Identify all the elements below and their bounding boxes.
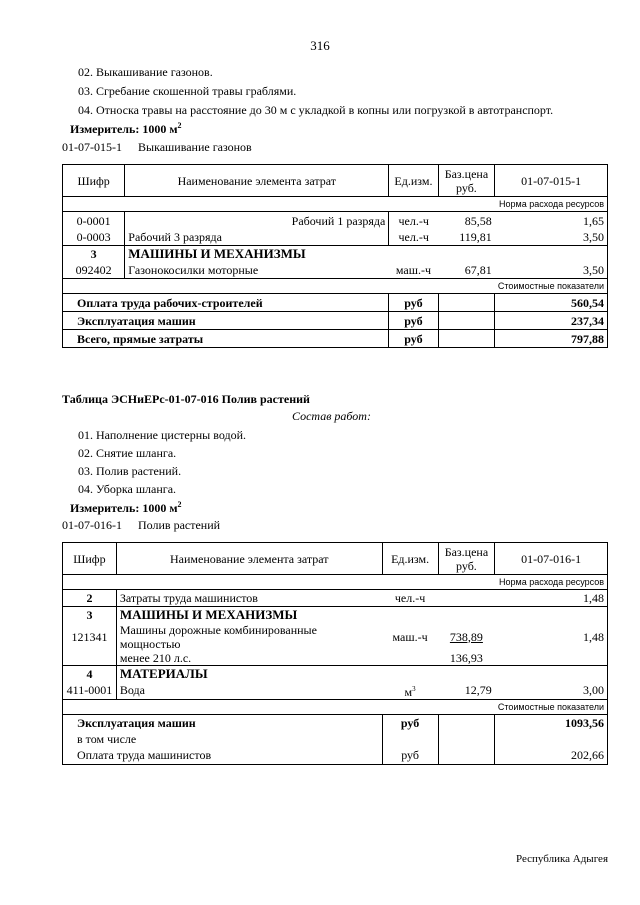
table-cell-norm: 3,50 — [495, 230, 608, 246]
section-title: МАШИНЫ И МЕХАНИЗМЫ — [119, 606, 298, 622]
table-cell-unit: маш.-ч — [389, 262, 438, 279]
table-cell-name: Вода — [116, 682, 382, 700]
total-value: 560,54 — [495, 294, 608, 312]
total-unit: руб — [389, 294, 438, 312]
total-unit: руб — [389, 312, 438, 330]
col-header-name: Наименование элемента затрат — [116, 543, 382, 575]
total-value: 202,66 — [495, 747, 608, 764]
section-code: 4 — [63, 666, 117, 682]
table-cell-code: 411-0001 — [63, 682, 117, 700]
col-header-code: Шифр — [63, 543, 117, 575]
total-label: в том числе — [63, 731, 383, 747]
table-cell-norm: 1,65 — [495, 212, 608, 230]
table-cell-price: 119,81 — [438, 230, 495, 246]
step-line: 04. Уборка шланга. — [78, 482, 177, 496]
table-cell-price: 85,58 — [464, 213, 492, 228]
subheader-cost: Стоимостные показатели — [495, 279, 608, 294]
total-value: 237,34 — [495, 312, 608, 330]
page-footer: Республика Адыгея — [516, 853, 609, 865]
total-label: Всего, прямые затраты — [63, 330, 389, 348]
measure-label: Измеритель: 1000 $м^2$ — [70, 121, 182, 136]
table-cell-name: Машины дорожные комбинированные мощностью — [119, 622, 317, 651]
col-header-price: Баз.цена руб. — [438, 165, 495, 197]
col-header-unit: Ед.изм. — [382, 543, 438, 575]
col-header-norm: 01-07-015-1 — [495, 165, 608, 197]
table-cell-code: 2 — [63, 590, 117, 607]
step-line: 04. Относка травы на расстояние до 30 м с укладкой в копны или погрузкой в автотранспорт. — [78, 103, 554, 117]
table-cell-unit: чел.-ч — [398, 213, 429, 228]
section-title: МАШИНЫ И МЕХАНИЗМЫ — [128, 245, 306, 261]
total-label: Эксплуатация машин — [63, 312, 389, 330]
step-line: 02. Выкашивание газонов. — [78, 65, 213, 79]
item-name: Выкашивание газонов — [138, 140, 252, 154]
col-header-unit: Ед.изм. — [389, 165, 438, 197]
section-title: МАТЕРИАЛЫ — [119, 665, 208, 681]
subheader-cost: Стоимостные показатели — [495, 699, 608, 714]
total-value: 797,88 — [495, 330, 608, 348]
section-code: 3 — [63, 246, 125, 262]
table-cell-name: Рабочий 3 разряда — [125, 230, 389, 246]
subheader-norm: Норма расхода ресурсов — [495, 197, 608, 212]
item-code: 01-07-016-1 — [62, 518, 122, 532]
table-cell-unit: маш.-ч — [392, 629, 428, 644]
total-label: Оплата труда рабочих-строителей — [63, 294, 389, 312]
col-header-name: Наименование элемента затрат — [125, 165, 389, 197]
step-line: 02. Снятие шланга. — [78, 446, 177, 460]
table-cell-norm: 3,50 — [495, 262, 608, 279]
table-cell-price: 12,79 — [438, 682, 495, 700]
table-cell-code: 092402 — [63, 262, 125, 279]
table-cell-price-sub: 136,93 — [438, 651, 495, 666]
table-cell-name: Затраты труда машинистов — [116, 590, 382, 607]
step-line: 01. Наполнение цистерны водой. — [78, 428, 246, 442]
table-cell-unit: чел.-ч — [389, 230, 438, 246]
col-header-code: Шифр — [63, 165, 125, 197]
page-number: 316 — [310, 38, 330, 53]
table-cell-name: Рабочий 1 разряда — [125, 212, 389, 230]
item-code: 01-07-015-1 — [62, 140, 122, 154]
total-label: Эксплуатация машин — [63, 714, 383, 731]
table-subtitle: Состав работ: — [292, 409, 371, 423]
table-cell-norm: 1,48 — [495, 623, 608, 651]
table-cell-name-cont: менее 210 л.с. — [116, 651, 382, 666]
table-cell-norm: 1,48 — [495, 590, 608, 607]
total-label: Оплата труда машинистов — [63, 747, 383, 764]
total-unit: руб — [382, 747, 438, 764]
table-title: Таблица ЭСНиЕРс-01-07-016 Полив растений — [62, 392, 310, 406]
step-line: 03. Полив растений. — [78, 464, 182, 478]
table-cell-price: 738,89 — [449, 629, 483, 644]
resource-table-2 — [62, 542, 608, 765]
resource-table-1 — [62, 164, 608, 348]
item-name: Полив растений — [138, 518, 221, 532]
table-cell-name: Газонокосилки моторные — [125, 262, 389, 279]
section-code: 3 — [63, 607, 117, 623]
table-cell-unit: чел.-ч — [382, 590, 438, 607]
total-unit: руб — [382, 714, 438, 731]
subheader-norm: Норма расхода ресурсов — [495, 575, 608, 590]
table-cell-norm: 3,00 — [495, 682, 608, 700]
col-header-price: Баз.цена руб. — [438, 543, 495, 575]
table-cell-code: 0-0003 — [63, 230, 125, 246]
total-unit: руб — [389, 330, 438, 348]
table-cell-unit: $м^3$ — [382, 682, 438, 700]
table-cell-code: 0-0001 — [63, 212, 125, 230]
total-value: 1093,56 — [495, 714, 608, 731]
table-cell-code: 121341 — [63, 623, 117, 651]
step-line: 03. Сгребание скошенной травы граблями. — [78, 84, 297, 98]
measure-label: Измеритель: 1000 $м^2$ — [70, 500, 182, 515]
table-cell-price: 67,81 — [438, 262, 495, 279]
col-header-norm: 01-07-016-1 — [495, 543, 608, 575]
